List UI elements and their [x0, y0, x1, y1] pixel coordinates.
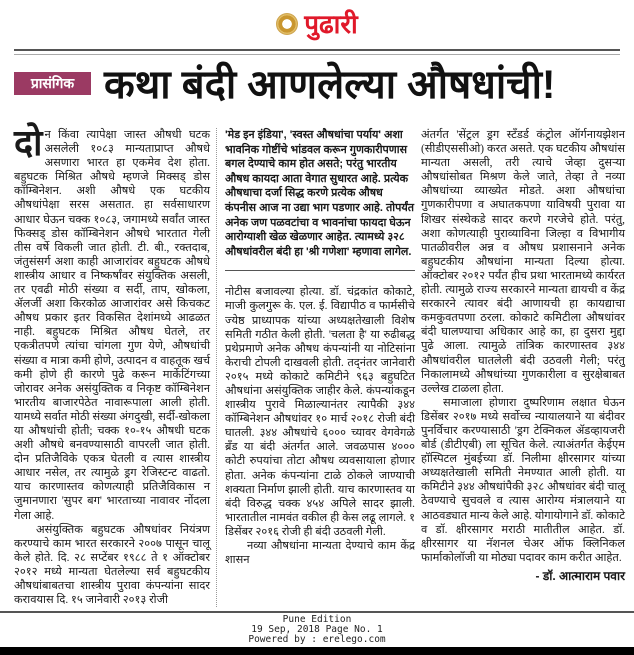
- article-columns: [0, 122, 634, 607]
- headline: कथा बंदी आणलेल्या औषधांची!: [104, 63, 556, 107]
- author-byline: - डॉ. आत्माराम पवार: [535, 568, 625, 583]
- edition-label: Pune Edition: [282, 614, 352, 626]
- powered-by-link[interactable]: Powered by : erelego.com: [248, 634, 386, 646]
- pull-quote: 'मेड इन इंडिया', 'स्वस्त औषधांचा पर्याय' अशा भावनिक गोष्टींचे भांडवल करून गुणकारीपणास बगल देण्याचे काम होत असते; परंतु भारतीय औषध कायदा आता वेगात सुधारत आहे. प्रत्येक औषधाचा दर्जा सिद्ध करणे प्रत्येक औषध कंपनीस आज ना उद्या भाग पडणार आहे. तोपर्यंत अनेक जण पळवटांचा व भावनांचा फायदा घेऊन आरोग्याशी खेळ खेळणार आहेत. त्यामध्ये ३२८ औषधांवरील बंदी हा 'श्री गणेशा' म्हणावा लागेल.: [225, 129, 415, 258]
- article-column-1: [14, 122, 210, 607]
- drop-cap: दो: [14, 122, 43, 163]
- paragraph-text: न किंवा त्यापेक्षा जास्त औषधी घटक असलेली १०८३ मान्यताप्राप्त औषधे असणारा भारत हा एकमेव देश होता. बहुघटक मिश्रित औषधे म्हणजे मिक्सड् डोस कॉम्बिनेशन. अशी औषधे एक घटकीय औषधांपेक्षा सरस असतात. हा सर्वसाधारण आधार घेऊन चक्क १०८३, जगामध्ये सर्वांत जास्त फिक्सड् डोस कॉम्बिनेशन औषधे भारतात गेली तीस वर्षे विकली जात होती. टी. बी., रक्तदाब, जंतुसंसर्ग अशा काही आजारांवर बहुघटक औषधे शास्त्रीय आधार व निष्कर्षांवर संयुक्तिक असली, तर एवढी मोठी संख्या व सर्दी, ताप, खोकला, ॲलर्जी अशा किरकोळ आजारांवर असे किचकट औषध प्रकार इतर विकसित देशांमध्ये आढळत नाही. बहुघटक मिश्रित औषध घेतले, तर एकत्रीतपणे त्यांचा चांगला गुण येणे, औषधांची संख्या व मात्रा कमी होणे, उत्पादन व वाहतूक खर्च कमी होणे ही कारणे पुढे करून मार्केटिंगच्या जोरावर अनेक असंयुक्तिक व निकृष्ट कॉम्बिनेशन भारतीय बाजारपेठेत नावारूपाला आली होती. यामध्ये सर्वात मोठी संख्या अंगदुखी, सर्दी-खोकला या औषधांची होती; चक्क १०-१५ औषधी घटक अशी औषधे बनवण्यासाठी वापरली जात होती. दोन प्रतिजैविके एकत्र घेतली व त्यास शास्त्रीय आधार नसेल, तर त्यामुळे ड्रग रेजिस्टन्ट वाढतो. याच कारणास्तव कोणत्याही प्रतिजैविकास न जुमानणारा 'सुपर बग' भारताच्या नावावर नोंदला गेला आहे.: [14, 129, 210, 522]
- pull-quote-divider: [225, 270, 415, 271]
- paragraph: समाजाला होणारा दुष्परिणाम लक्षात घेऊन डिसेंबर २०१७ मध्ये सर्वोच्च न्यायालयाने या बंदीवर पुनर्विचार करण्यासाठी 'ड्रग टेक्निकल ॲडव्हायजरी बोर्ड (डीटीएबी) ला सूचित केले. त्याअंतर्गत केईएम हॉस्पिटल मुंबईच्या डॉ. निलीमा क्षीरसागर यांच्या अध्यक्षतेखाली समिती नेमण्यात आली होती. या कमिटीने ३४४ औषधांपैकी ३२८ औषधांवर बंदी चालू ठेवण्याचे सुचवले व त्यास आरोग्य मंत्रालयाने या आठवड्यात मान्य केले आहे. योगायोगाने डॉ. कोकाटे व डॉ. क्षीरसागर मराठी मातीतील आहेत. डॉ. क्षीरसागर या नॅशनल चेअर ऑफ क्लिनिकल फार्माकोलॉजी या मोठ्या पदावर काम करीत आहेत.: [421, 396, 625, 564]
- paragraph: असंयुक्तिक बहुघटक औषधांवर नियंत्रण करण्याचे काम भारत सरकारने २००७ पासून चालू केले होते. दि. २८ सप्टेंबर १९८८ ते १ ऑक्टोबर २०१२ मध्ये मान्यता घेतलेल्या सर्व बहुघटकीय औषधांबाबतचा शास्त्रीय पुरावा कंपन्यांना सादर करावयास दि. १५ जानेवारी २०१३ रोजी: [14, 523, 210, 607]
- newspaper-logo: पुढारी: [304, 9, 358, 39]
- article-column-2: [225, 128, 415, 567]
- column-divider: [216, 128, 217, 607]
- bottom-bar: [0, 647, 634, 655]
- section-tag: प्रासंगिक: [14, 72, 91, 95]
- date-page-label: 19 Sep, 2018 Page No. 1: [251, 624, 383, 636]
- paragraph: नोटीस बजावल्या होत्या. डॉ. चंद्रकांत कोकाटे, माजी कुलगुरू के. एल. ई. विद्यापीठ व फार्मसीचे ज्येष्ठ प्राध्यापक यांच्या अध्यक्षतेखाली विशेष समिती गठीत केली होती. 'चलता है' या रुढीबद्ध प्रथेप्रमाणे अनेक औषध कंपन्यांनी या नोटिसांना केराची टोपली दाखवली होती. तद्नंतर जानेवारी २०१५ मध्ये कोकाटे कमिटीने ९६३ बहुघटित औषधांना असंयुक्तिक जाहीर केले. कंपन्यांकडून शास्त्रीय पुरावे मिळाल्यानंतर त्यापैकी ३४४ कॉम्बिनेशन औषधांवर १० मार्च २०१८ रोजी बंदी घातली. ३४४ औषधांचे ६००० च्यावर वेगवेगळे ब्रँड या बंदी अंतर्गत आले. जवळपास ४००० कोटी रुपयांचा तोटा औषध व्यवसायाला होणार होता. अनेक कंपन्यांना टाळे ठोकले जाण्याची शक्यता निर्माण झाली होती. याच कारणास्तव या बंदी विरुद्ध चक्क ४५४ अपिले सादर झाली. भारतातील नामवंत वकील ही केस लढू लागले. १ डिसेंबर २०१६ रोजी ही बंदी उठवली गेली.: [225, 286, 415, 538]
- footer: [0, 613, 634, 645]
- article-column-3: [421, 128, 625, 584]
- paragraph: अंतर्गत 'सेंट्रल ड्रग स्टँडर्ड कंट्रोल ऑर्गनायझेशन (सीडीएससीओ) करत असते. एक घटकीय औषधांस मान्यता असली, तरी त्याचे जेव्हा दुसऱ्या औषधांसोबत मिश्रण केले जाते, तेव्हा ते नव्या औषधांच्या व्याख्येत मोडते. अशा औषधांचा गुणकारीपणा व अघातकपणा याविषयी पुरावा या शिखर संस्थेकडे सादर करणे गरजेचे होते. परंतु, अशा कोणत्याही पुराव्याविना जिल्हा व विभागीय पातळीवरील अन्न व औषध प्रशासनाने अनेक बहुघटकीय औषधांना मान्यता दिल्या होत्या. ऑक्टोबर २०१२ पर्यंत हीच प्रथा भारतामध्ये कार्यरत होती. त्यामुळे राज्य सरकारने मान्यता द्यायची व केंद्र सरकारने त्यावर बंदी आणायची हा कायद्याचा कमकुवतपणा ठरला. कोकाटे कमिटीला औषधांवर बंदी घालण्याचा अधिकार आहे का, हा दुसरा मुद्दा पुढे आला. त्यामुळे तांत्रिक कारणास्तव ३४४ औषधांवरील घातलेली बंदी उठवली गेली; परंतु निकालामध्ये औषधांच्या गुणकारीला व सुरक्षेबाबत उल्लेख टाळला होता.: [421, 129, 625, 395]
- paragraph: नव्या औषधांना मान्यता देण्याचे काम केंद्र शासन: [225, 540, 415, 567]
- paragraph: [14, 122, 210, 523]
